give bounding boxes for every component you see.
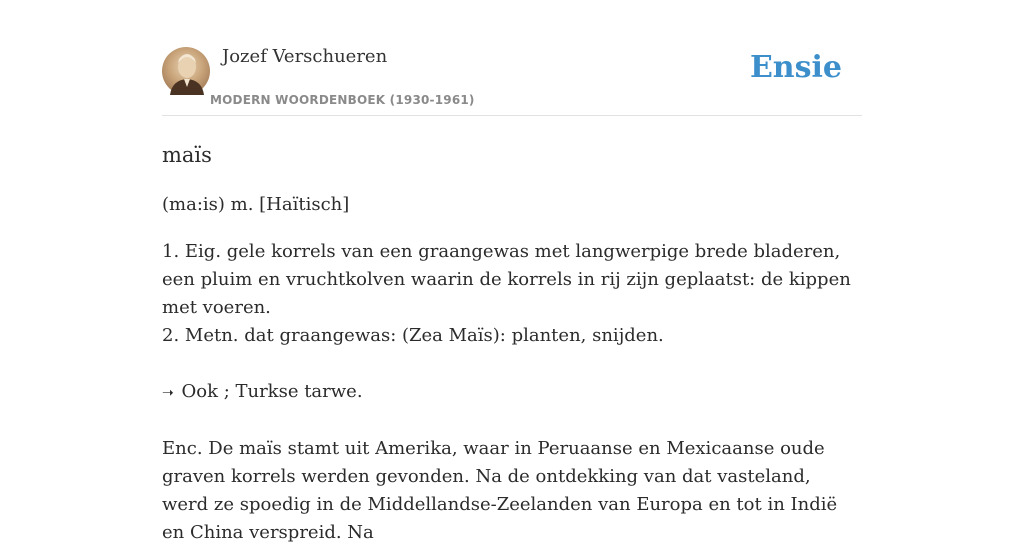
- brand-logo[interactable]: Ensie: [749, 50, 842, 85]
- definition-line: 1. Eig. gele korrels van een graangewas met langwerpige brede bladeren, een pluim en vruchtkolven waarin de korrels in rij zijn geplaatst: de kippen met voeren.: [162, 241, 851, 318]
- definition-line: 2. Metn. dat graangewas: (Zea Maïs): planten, snijden.: [162, 325, 664, 346]
- entry-definition: [162, 238, 862, 547]
- arrow-right-icon: ➝: [162, 385, 174, 401]
- spacer: [162, 350, 862, 378]
- dictionary-source[interactable]: MODERN WOORDENBOEK (1930-1961): [210, 93, 475, 107]
- entry-term: maïs: [162, 143, 212, 167]
- entry-pronunciation: (ma:is) m. [Haïtisch]: [162, 194, 350, 215]
- encyclopedia-text: Enc. De maïs stamt uit Amerika, waar in Peruaanse en Mexicaanse oude graven korrels werden gevonden. Na de ontdekking van dat vasteland, werd ze spoedig in de Middellandse-Zeelanden van Europa en tot in Indië en China verspreid. Na: [162, 438, 838, 543]
- see-also: [162, 378, 862, 407]
- see-also-text[interactable]: Ook ; Turkse tarwe.: [181, 381, 363, 402]
- page-header: [162, 0, 862, 116]
- author-name[interactable]: Jozef Verschueren: [222, 46, 388, 67]
- page-container: [162, 0, 862, 543]
- spacer: [162, 407, 862, 435]
- author-avatar[interactable]: [162, 47, 210, 95]
- portrait-icon: [162, 47, 210, 95]
